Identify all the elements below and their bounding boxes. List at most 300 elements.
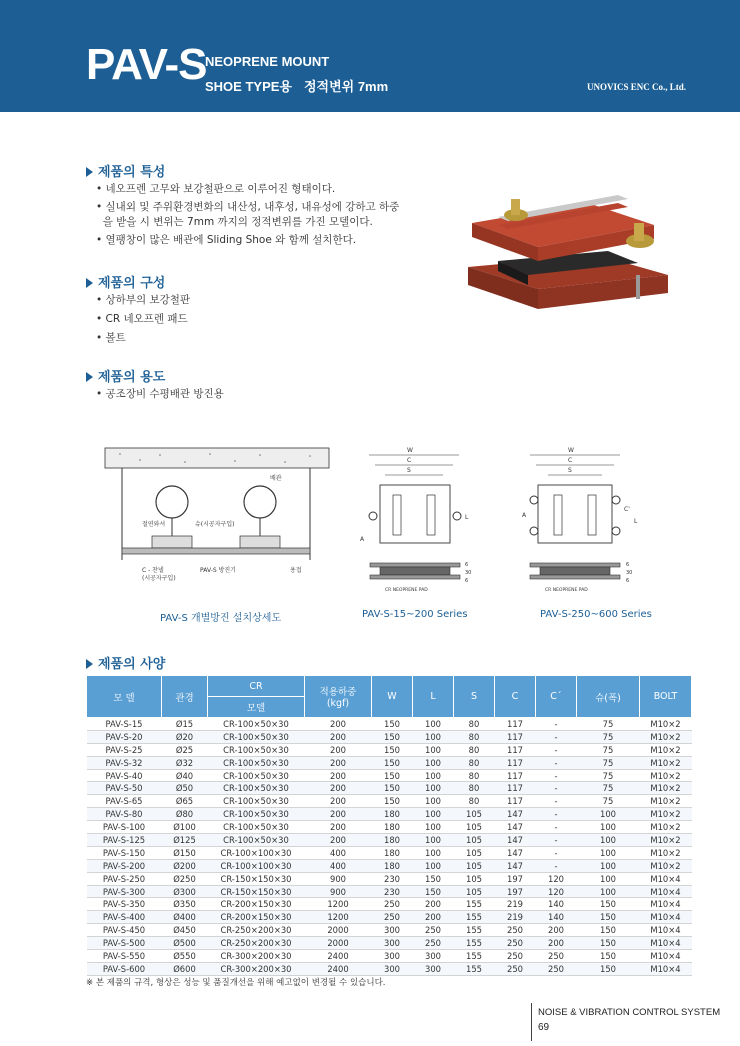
table-cell: - xyxy=(536,846,577,859)
table-cell: PAV-S-25 xyxy=(87,743,162,756)
series-15-200-diagram xyxy=(355,445,485,595)
table-cell: 900 xyxy=(305,872,372,885)
table-row xyxy=(87,846,692,859)
table-cell: M10×2 xyxy=(640,769,692,782)
table-cell: Ø125 xyxy=(162,834,208,847)
table-row xyxy=(87,950,692,963)
table-cell: CR-300×200×30 xyxy=(208,950,305,963)
table-cell: 117 xyxy=(495,743,536,756)
table-cell: M10×4 xyxy=(640,898,692,911)
table-cell: M10×2 xyxy=(640,846,692,859)
table-cell: 140 xyxy=(536,898,577,911)
table-cell: 147 xyxy=(495,834,536,847)
table-cell: 100 xyxy=(413,769,454,782)
table-cell: PAV-S-100 xyxy=(87,821,162,834)
svg-text:C: C xyxy=(568,457,573,464)
table-cell: 105 xyxy=(454,808,495,821)
table-cell: PAV-S-200 xyxy=(87,859,162,872)
table-cell: 80 xyxy=(454,718,495,731)
table-cell: PAV-S-150 xyxy=(87,846,162,859)
list-item: • 공조장비 수평배관 방진용 xyxy=(96,388,224,400)
table-cell: Ø65 xyxy=(162,795,208,808)
th-cr: CR xyxy=(208,676,305,697)
header-band xyxy=(0,0,740,112)
table-cell: - xyxy=(536,743,577,756)
table-cell: Ø600 xyxy=(162,962,208,975)
table-cell: 75 xyxy=(577,769,640,782)
footer-system: NOISE & VIBRATION CONTROL SYSTEM xyxy=(538,1007,721,1018)
table-cell: 250 xyxy=(495,950,536,963)
table-cell: 120 xyxy=(536,872,577,885)
table-row xyxy=(87,730,692,743)
table-cell: 155 xyxy=(454,950,495,963)
list-item: • 실내외 및 주위환경변화의 내산성, 내후성, 내유성에 강하고 하중 xyxy=(96,201,400,213)
table-cell: PAV-S-80 xyxy=(87,808,162,821)
table-cell: M10×4 xyxy=(640,962,692,975)
table-cell: 197 xyxy=(495,885,536,898)
svg-text:슈(시공자구입): 슈(시공자구입) xyxy=(195,521,235,528)
table-cell: CR-200×150×30 xyxy=(208,911,305,924)
table-cell: - xyxy=(536,730,577,743)
table-cell: 1200 xyxy=(305,898,372,911)
table-cell: CR-100×50×30 xyxy=(208,808,305,821)
table-row xyxy=(87,782,692,795)
table-cell: - xyxy=(536,782,577,795)
table-cell: CR-150×150×30 xyxy=(208,885,305,898)
table-cell: 155 xyxy=(454,911,495,924)
svg-text:절연와셔: 절연와셔 xyxy=(142,521,166,528)
table-cell: 250 xyxy=(536,962,577,975)
table-cell: 105 xyxy=(454,859,495,872)
table-cell: 100 xyxy=(413,756,454,769)
table-cell: 117 xyxy=(495,795,536,808)
table-cell: 155 xyxy=(454,924,495,937)
table-cell: - xyxy=(536,859,577,872)
table-cell: PAV-S-600 xyxy=(87,962,162,975)
table-cell: 300 xyxy=(413,962,454,975)
table-cell: PAV-S-400 xyxy=(87,911,162,924)
table-cell: 197 xyxy=(495,872,536,885)
arrow-icon xyxy=(86,372,93,382)
table-cell: 180 xyxy=(372,808,413,821)
th-shoe: 슈(폭) xyxy=(577,676,640,718)
table-cell: CR-200×150×30 xyxy=(208,898,305,911)
table-cell: 250 xyxy=(495,962,536,975)
table-cell: 300 xyxy=(372,937,413,950)
usage-list xyxy=(96,387,224,402)
svg-text:30: 30 xyxy=(465,570,472,576)
spec-table-body xyxy=(87,718,692,976)
table-cell: CR-100×100×30 xyxy=(208,859,305,872)
table-cell: 150 xyxy=(372,782,413,795)
table-cell: Ø15 xyxy=(162,718,208,731)
table-cell: Ø200 xyxy=(162,859,208,872)
table-cell: 150 xyxy=(372,795,413,808)
table-cell: M10×2 xyxy=(640,756,692,769)
table-row xyxy=(87,718,692,731)
series-250-600-diagram xyxy=(520,445,650,595)
table-cell: 150 xyxy=(577,924,640,937)
table-cell: Ø450 xyxy=(162,924,208,937)
table-cell: PAV-S-50 xyxy=(87,782,162,795)
table-cell: PAV-S-500 xyxy=(87,937,162,950)
table-cell: Ø100 xyxy=(162,821,208,834)
arrow-icon xyxy=(86,659,93,669)
table-cell: 150 xyxy=(413,872,454,885)
arrow-icon xyxy=(86,167,93,177)
table-cell: 200 xyxy=(536,924,577,937)
table-row xyxy=(87,898,692,911)
svg-text:30: 30 xyxy=(626,570,633,576)
caption-installation: PAV-S 개별방진 설치상세도 xyxy=(160,613,282,624)
table-cell: M10×2 xyxy=(640,782,692,795)
table-cell: PAV-S-550 xyxy=(87,950,162,963)
section-usage-title: 제품의 용도 xyxy=(86,366,165,385)
table-cell: 105 xyxy=(454,872,495,885)
table-cell: CR-100×50×30 xyxy=(208,769,305,782)
table-cell: M10×2 xyxy=(640,834,692,847)
th-bolt: BOLT xyxy=(640,676,692,718)
table-cell: M10×4 xyxy=(640,924,692,937)
svg-text:CR NEOPRENE PAD: CR NEOPRENE PAD xyxy=(385,588,428,593)
table-cell: 200 xyxy=(305,808,372,821)
svg-text:S: S xyxy=(407,467,411,474)
svg-text:C - 찬넬: C - 찬넬 xyxy=(142,567,164,574)
table-cell: PAV-S-300 xyxy=(87,885,162,898)
table-cell: 230 xyxy=(372,872,413,885)
table-cell: Ø20 xyxy=(162,730,208,743)
th-cr-model: 모델 xyxy=(208,697,305,718)
list-item: 을 받을 시 변위는 7mm 까지의 정적변위를 가진 모델이다. xyxy=(102,216,373,228)
table-cell: Ø50 xyxy=(162,782,208,795)
table-cell: 100 xyxy=(413,859,454,872)
table-cell: 100 xyxy=(577,859,640,872)
list-item: • 볼트 xyxy=(96,332,126,344)
table-cell: CR-100×50×30 xyxy=(208,743,305,756)
svg-text:C': C' xyxy=(624,506,630,513)
table-cell: 100 xyxy=(413,821,454,834)
svg-text:용접: 용접 xyxy=(290,567,302,574)
table-cell: CR-100×50×30 xyxy=(208,834,305,847)
table-cell: 75 xyxy=(577,718,640,731)
table-row xyxy=(87,911,692,924)
table-cell: M10×2 xyxy=(640,795,692,808)
table-cell: 147 xyxy=(495,808,536,821)
product-type: NEOPRENE MOUNT xyxy=(205,54,330,69)
th-cp: C´ xyxy=(536,676,577,718)
table-row xyxy=(87,743,692,756)
table-cell: M10×2 xyxy=(640,859,692,872)
section-features-title: 제품의 특성 xyxy=(86,161,165,180)
table-cell: 200 xyxy=(305,782,372,795)
table-cell: 100 xyxy=(413,808,454,821)
table-cell: PAV-S-15 xyxy=(87,718,162,731)
table-cell: 117 xyxy=(495,782,536,795)
table-cell: 100 xyxy=(577,821,640,834)
table-cell: 100 xyxy=(577,846,640,859)
table-row xyxy=(87,962,692,975)
table-row xyxy=(87,859,692,872)
table-cell: M10×2 xyxy=(640,743,692,756)
table-cell: PAV-S-20 xyxy=(87,730,162,743)
table-cell: CR-100×50×30 xyxy=(208,782,305,795)
footer-divider xyxy=(531,1003,532,1041)
table-cell: 180 xyxy=(372,821,413,834)
table-cell: CR-100×50×30 xyxy=(208,756,305,769)
table-cell: CR-100×50×30 xyxy=(208,821,305,834)
th-load: 적용하중 (kgf) xyxy=(305,676,372,718)
table-cell: 2000 xyxy=(305,924,372,937)
table-row xyxy=(87,756,692,769)
table-cell: 200 xyxy=(305,821,372,834)
table-cell: Ø32 xyxy=(162,756,208,769)
table-cell: 250 xyxy=(413,937,454,950)
table-cell: - xyxy=(536,808,577,821)
company-name: UNOVICS ENC Co., Ltd. xyxy=(587,82,687,92)
table-cell: 250 xyxy=(495,924,536,937)
table-cell: 219 xyxy=(495,911,536,924)
table-cell: 180 xyxy=(372,846,413,859)
table-cell: CR-100×50×30 xyxy=(208,730,305,743)
table-cell: 75 xyxy=(577,756,640,769)
table-cell: CR-250×200×30 xyxy=(208,924,305,937)
table-cell: CR-300×200×30 xyxy=(208,962,305,975)
table-cell: 117 xyxy=(495,730,536,743)
table-cell: 900 xyxy=(305,885,372,898)
table-cell: 200 xyxy=(305,795,372,808)
table-cell: 100 xyxy=(413,782,454,795)
table-cell: 155 xyxy=(454,937,495,950)
table-row xyxy=(87,769,692,782)
table-cell: 75 xyxy=(577,730,640,743)
table-cell: M10×4 xyxy=(640,911,692,924)
table-cell: 2400 xyxy=(305,950,372,963)
table-cell: Ø400 xyxy=(162,911,208,924)
table-row xyxy=(87,872,692,885)
table-cell: 120 xyxy=(536,885,577,898)
table-cell: M10×2 xyxy=(640,730,692,743)
table-cell: 2000 xyxy=(305,937,372,950)
table-cell: Ø500 xyxy=(162,937,208,950)
table-cell: 117 xyxy=(495,756,536,769)
table-cell: 200 xyxy=(305,756,372,769)
table-cell: PAV-S-65 xyxy=(87,795,162,808)
table-cell: M10×4 xyxy=(640,885,692,898)
table-cell: 100 xyxy=(413,834,454,847)
table-cell: 180 xyxy=(372,834,413,847)
table-cell: 147 xyxy=(495,821,536,834)
table-cell: 200 xyxy=(305,718,372,731)
features-list xyxy=(96,182,399,248)
table-cell: 150 xyxy=(372,730,413,743)
svg-text:C: C xyxy=(407,457,412,464)
table-cell: 75 xyxy=(577,795,640,808)
table-cell: Ø80 xyxy=(162,808,208,821)
table-cell: Ø25 xyxy=(162,743,208,756)
table-cell: - xyxy=(536,756,577,769)
table-cell: PAV-S-125 xyxy=(87,834,162,847)
table-cell: 80 xyxy=(454,769,495,782)
disclaimer-note: ※ 본 제품의 규격, 형상은 성능 및 품질개선을 위해 예고없이 변경될 수 있습니다. xyxy=(86,978,386,988)
svg-text:L: L xyxy=(634,518,638,525)
th-w: W xyxy=(372,676,413,718)
table-cell: 180 xyxy=(372,859,413,872)
table-cell: Ø550 xyxy=(162,950,208,963)
table-cell: 150 xyxy=(577,950,640,963)
arrow-icon xyxy=(86,278,93,288)
table-cell: 105 xyxy=(454,821,495,834)
table-cell: 230 xyxy=(372,885,413,898)
table-row xyxy=(87,885,692,898)
th-c: C xyxy=(495,676,536,718)
table-cell: 400 xyxy=(305,846,372,859)
table-cell: 105 xyxy=(454,834,495,847)
page-number: 69 xyxy=(538,1022,550,1033)
table-row xyxy=(87,808,692,821)
table-cell: 147 xyxy=(495,859,536,872)
list-item: • CR 네오프렌 패드 xyxy=(96,313,188,325)
table-cell: 100 xyxy=(577,834,640,847)
svg-text:W: W xyxy=(568,447,574,454)
section-spec-title: 제품의 사양 xyxy=(86,653,165,672)
table-cell: 100 xyxy=(577,872,640,885)
caption-series-small: PAV-S-15~200 Series xyxy=(362,609,468,620)
table-cell: M10×4 xyxy=(640,872,692,885)
table-cell: 150 xyxy=(577,911,640,924)
table-cell: 250 xyxy=(372,911,413,924)
table-cell: M10×2 xyxy=(640,821,692,834)
table-cell: PAV-S-450 xyxy=(87,924,162,937)
table-cell: 100 xyxy=(413,846,454,859)
table-cell: 80 xyxy=(454,743,495,756)
table-cell: 250 xyxy=(372,898,413,911)
table-row xyxy=(87,937,692,950)
table-cell: CR-150×150×30 xyxy=(208,872,305,885)
table-cell: Ø350 xyxy=(162,898,208,911)
svg-text:PAV-S 방진기: PAV-S 방진기 xyxy=(200,567,236,574)
composition-list xyxy=(96,293,190,346)
list-item: • 상하부의 보강철판 xyxy=(96,294,191,306)
table-cell: 75 xyxy=(577,782,640,795)
table-cell: 117 xyxy=(495,718,536,731)
table-cell: - xyxy=(536,795,577,808)
table-cell: 200 xyxy=(413,911,454,924)
table-cell: 300 xyxy=(372,962,413,975)
table-cell: PAV-S-250 xyxy=(87,872,162,885)
table-cell: - xyxy=(536,834,577,847)
table-cell: - xyxy=(536,821,577,834)
table-cell: CR-100×100×30 xyxy=(208,846,305,859)
table-cell: 200 xyxy=(413,898,454,911)
table-cell: 100 xyxy=(413,718,454,731)
table-cell: 155 xyxy=(454,962,495,975)
table-cell: 80 xyxy=(454,730,495,743)
table-cell: M10×4 xyxy=(640,937,692,950)
table-cell: 117 xyxy=(495,769,536,782)
table-cell: 150 xyxy=(577,962,640,975)
table-cell: 300 xyxy=(372,924,413,937)
table-cell: 250 xyxy=(495,937,536,950)
svg-text:A: A xyxy=(522,512,527,519)
th-pipe: 관경 xyxy=(162,676,208,718)
table-cell: 80 xyxy=(454,756,495,769)
table-cell: - xyxy=(536,769,577,782)
table-cell: 75 xyxy=(577,743,640,756)
svg-text:6: 6 xyxy=(626,578,630,584)
table-cell: 150 xyxy=(372,769,413,782)
table-cell: 200 xyxy=(305,730,372,743)
table-cell: 100 xyxy=(577,885,640,898)
product-subtitle: SHOE TYPE용 정적변위 7mm xyxy=(205,79,389,94)
table-cell: CR-100×50×30 xyxy=(208,718,305,731)
table-cell: Ø300 xyxy=(162,885,208,898)
table-row xyxy=(87,834,692,847)
table-cell: 100 xyxy=(413,795,454,808)
spec-table xyxy=(86,675,692,976)
table-cell: 155 xyxy=(454,898,495,911)
list-item: • 열팽창이 많은 배관에 Sliding Shoe 와 함께 설치한다. xyxy=(96,234,357,246)
table-cell: PAV-S-350 xyxy=(87,898,162,911)
table-cell: 150 xyxy=(577,937,640,950)
table-cell: 150 xyxy=(413,885,454,898)
table-cell: 200 xyxy=(305,769,372,782)
th-s: S xyxy=(454,676,495,718)
th-l: L xyxy=(413,676,454,718)
table-row xyxy=(87,821,692,834)
svg-text:(시공자구입): (시공자구입) xyxy=(142,575,176,582)
table-cell: CR-100×50×30 xyxy=(208,795,305,808)
section-composition-title: 제품의 구성 xyxy=(86,272,165,291)
table-cell: 80 xyxy=(454,795,495,808)
svg-text:배관: 배관 xyxy=(270,475,282,482)
table-cell: 105 xyxy=(454,885,495,898)
table-cell: 300 xyxy=(413,950,454,963)
table-cell: 100 xyxy=(577,808,640,821)
table-cell: M10×2 xyxy=(640,718,692,731)
table-cell: 140 xyxy=(536,911,577,924)
table-cell: CR-250×200×30 xyxy=(208,937,305,950)
model-title: PAV-S xyxy=(86,40,207,89)
table-cell: PAV-S-40 xyxy=(87,769,162,782)
table-cell: 150 xyxy=(577,898,640,911)
th-model: 모 델 xyxy=(87,676,162,718)
table-cell: 100 xyxy=(413,743,454,756)
table-cell: PAV-S-32 xyxy=(87,756,162,769)
svg-text:S: S xyxy=(568,467,572,474)
table-cell: 105 xyxy=(454,846,495,859)
table-cell: 150 xyxy=(372,718,413,731)
svg-text:CR NEOPRENE PAD: CR NEOPRENE PAD xyxy=(545,588,588,593)
table-cell: Ø150 xyxy=(162,846,208,859)
table-cell: 200 xyxy=(305,743,372,756)
table-cell: M10×4 xyxy=(640,950,692,963)
svg-text:6: 6 xyxy=(465,562,469,568)
list-item: • 네오프렌 고무와 보강철판으로 이루어진 형태이다. xyxy=(96,183,336,195)
table-cell: 80 xyxy=(454,782,495,795)
svg-text:W: W xyxy=(407,447,413,454)
caption-series-large: PAV-S-250~600 Series xyxy=(540,609,652,620)
table-cell: 200 xyxy=(305,834,372,847)
installation-detail-diagram xyxy=(100,440,335,590)
product-photo xyxy=(458,185,670,325)
table-cell: - xyxy=(536,718,577,731)
table-cell: 400 xyxy=(305,859,372,872)
table-cell: M10×2 xyxy=(640,808,692,821)
svg-text:L: L xyxy=(465,514,469,521)
table-cell: 100 xyxy=(413,730,454,743)
table-cell: Ø40 xyxy=(162,769,208,782)
svg-text:A: A xyxy=(360,536,365,543)
